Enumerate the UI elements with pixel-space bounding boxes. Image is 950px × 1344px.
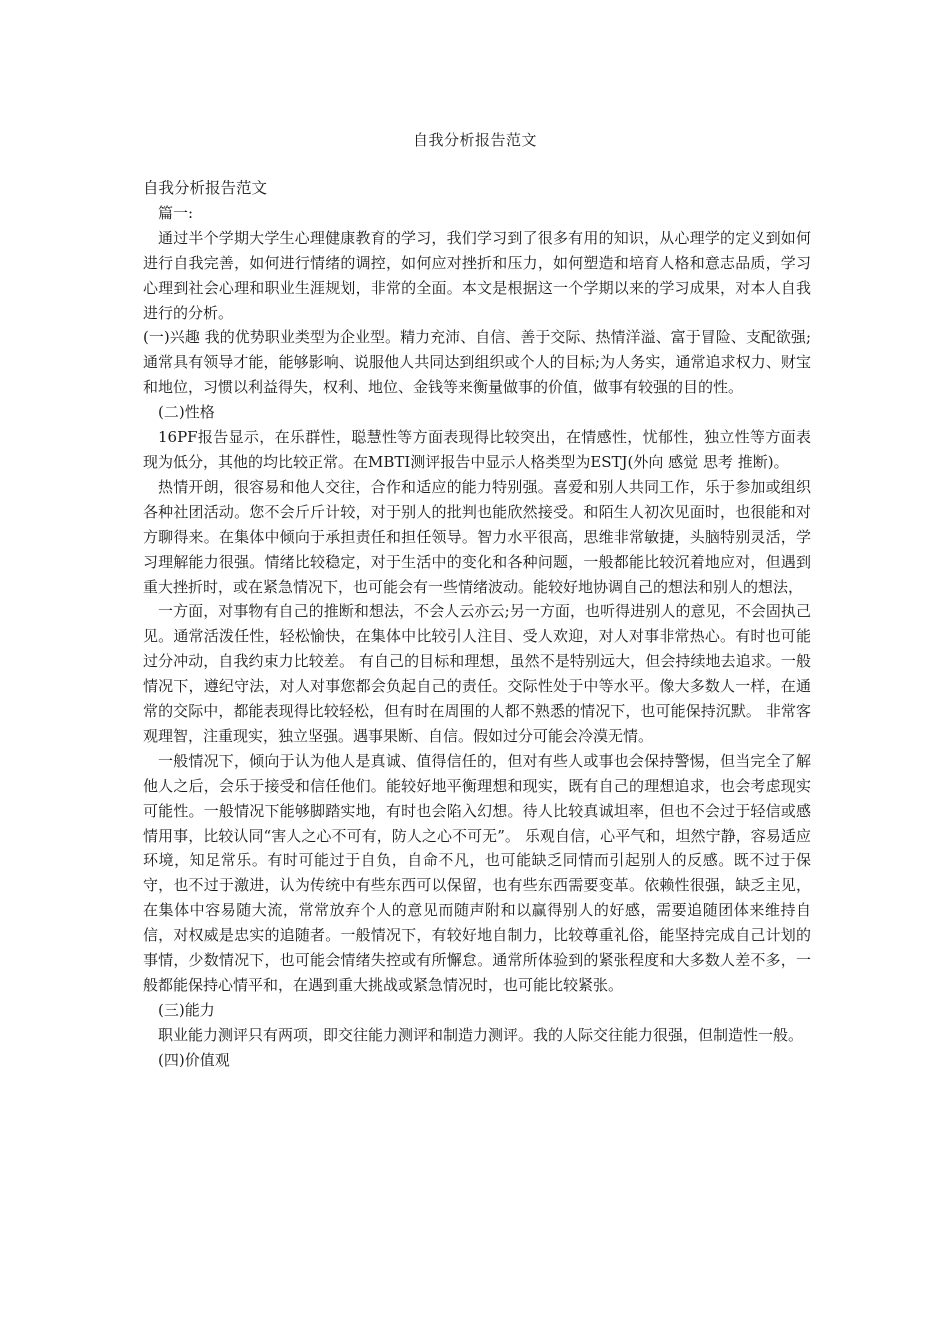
paragraph-ability: 职业能力测评只有两项，即交往能力测评和制造力测评。我的人际交往能力很强，但制造性一般。 bbox=[158, 1025, 804, 1044]
paragraph-personality-2: 一方面，对事物有自己的推断和想法，不会人云亦云;另一方面，也听得进别人的意见，不会固执己见。通常活泼任性，轻松愉快，在集体中比较引人注目、受人欢迎，对人对事非常热心。有时也可能过分冲动，自我约束力比较差。 有自己的目标和理想，虽然不是特别远大，但会持续地去追求。一般情况下，遵纪守法，对人对事您都会负起自己的责任。交际性处于中等水平。像大多数人一样，在通常的交际中，都能表现得比较轻松，但有时在周围的人都不熟悉的情况下，也可能保持沉默。 非常客观理智，注重现实，独立坚强。遇事果断、自信。假如过分可能会冷漠无情。 bbox=[143, 602, 811, 745]
section-heading-part-one: 篇一: bbox=[158, 203, 194, 222]
section-heading-ability: (三)能力 bbox=[158, 1000, 215, 1019]
document-subtitle: 自我分析报告范文 bbox=[143, 179, 268, 197]
document-title: 自我分析报告范文 bbox=[412, 131, 537, 149]
section-heading-values: (四)价值观 bbox=[158, 1050, 230, 1069]
paragraph-intro: 通过半个学期大学生心理健康教育的学习，我们学习到了很多有用的知识，从心理学的定义到如何进行自我完善，如何进行情绪的调控，如何应对挫折和压力，如何塑造和培育人格和意志品质，学习心理到社会心理和职业生涯规划，非常的全面。本文是根据这一个学期以来的学习成果，对本人自我进行的分析。 bbox=[143, 228, 811, 322]
section-heading-personality: (二)性格 bbox=[158, 403, 215, 422]
paragraph-16pf: 16PF报告显示，在乐群性，聪慧性等方面表现得比较突出，在情感性，忧郁性，独立性等方面表现为低分，其他的均比较正常。在MBTI测评报告中显示人格类型为ESTJ(外向 感觉 思考 推断)。 bbox=[143, 428, 811, 471]
paragraph-interest: (一)兴趣 我的优势职业类型为企业型。精力充沛、自信、善于交际、热情洋溢、富于冒险、支配欲强; 通常具有领导才能，能够影响、说服他人共同达到组织或个人的目标;为人务实，通常追求权力、财宝和地位，习惯以利益得失，权利、地位、金钱等来衡量做事的价值，做事有较强的目的性。 bbox=[143, 328, 811, 397]
document-body bbox=[143, 176, 811, 1073]
paragraph-personality-3: 一般情况下，倾向于认为他人是真诚、值得信任的，但对有些人或事也会保持警惕，但当完全了解他人之后，会乐于接受和信任他们。能较好地平衡理想和现实，既有自己的理想追求，也会考虑现实可能性。一般情况下能够脚踏实地，有时也会陷入幻想。待人比较真诚坦率，但也不会过于轻信或感情用事，比较认同“害人之心不可有，防人之心不可无”。 乐观自信，心平气和，坦然宁静，容易适应环境，知足常乐。有时可能过于自负，自命不凡，也可能缺乏同情而引起别人的反感。既不过于保守，也不过于激进，认为传统中有些东西可以保留，也有些东西需要变革。依赖性很强，缺乏主见，在集体中容易随大流，常常放弃个人的意见而随声附和以赢得别人的好感，需要追随团体来维持自信，对权威是忠实的追随者。一般情况下，有较好地自制力，比较尊重礼俗，能坚持完成自己计划的事情，少数情况下，也可能会情绪失控或有所懈怠。通常所体验到的紧张程度和大多数人差不多，一般都能保持心情平和，在遇到重大挑战或紧急情况时，也可能比较紧张。 bbox=[143, 751, 811, 994]
paragraph-personality-1: 热情开朗，很容易和他人交往，合作和适应的能力特别强。喜爱和别人共同工作，乐于参加或组织各种社团活动。您不会斤斤计较，对于别人的批判也能欣然接受。和陌生人初次见面时，也很能和对方聊得来。在集体中倾向于承担责任和担任领导。智力水平很高，思维非常敏捷，头脑特别灵活，学习理解能力很强。情绪比较稳定，对于生活中的变化和各种问题，一般都能比较沉着地应对，但遇到重大挫折时，或在紧急情况下，也可能会有一些情绪波动。能较好地协调自己的想法和别人的想法， bbox=[143, 477, 811, 596]
